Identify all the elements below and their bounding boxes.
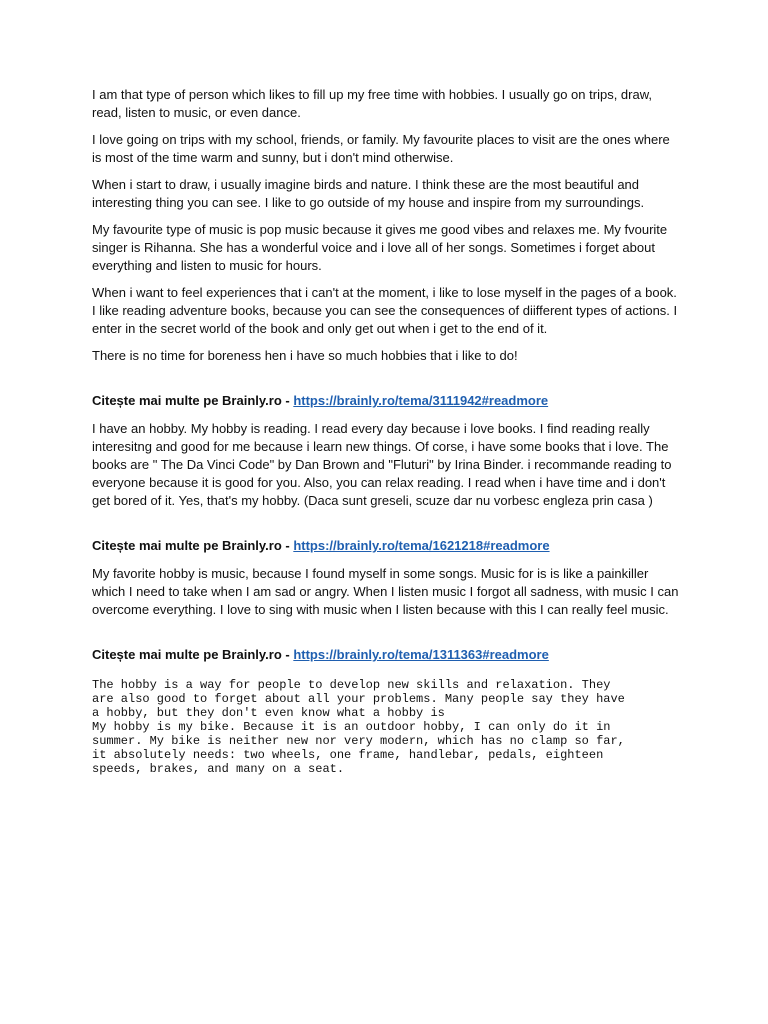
spacer <box>92 374 682 392</box>
mono-line: My hobby is my bike. Because it is an outdoor hobby, I can only do it in <box>92 720 611 734</box>
paragraph-reading-hobby: I have an hobby. My hobby is reading. I read every day because i love books. I find reading really interesitng and good for me because i learn new things. Of corse, i have some books that i love. The books are " The Da Vinci Code" by Dan Brown and "Fluturi" by Irina Binder. i recommande reading to everyone because it is good for you. Also, you can relax reading. I read when i have time and i don't get bored of it. Yes, that's my hobby. (Daca sunt greseli, scuze dar nu vorbesc engleza prin casa ) <box>92 421 672 508</box>
mono-line: summer. My bike is neither new nor very modern, which has no clamp so far, <box>92 734 625 748</box>
document-page <box>92 86 682 776</box>
paragraph-trips: I love going on trips with my school, friends, or family. My favourite places to visit are the ones where is most of the time warm and sunny, but i don't mind otherwise. <box>92 132 670 165</box>
mono-line: it absolutely needs: two wheels, one frame, handlebar, pedals, eighteen <box>92 748 604 762</box>
paragraph-music-hobby: My favorite hobby is music, because I found myself in some songs. Music for is is like a painkiller which I need to take when I am sad or angry. When I listen music I forgot all sadness, with music I can overcome everything. I love to sing with music when I listen because with this I can really feel music. <box>92 566 679 617</box>
spacer <box>92 628 682 646</box>
paragraph-hobbies-intro: I am that type of person which likes to fill up my free time with hobbies. I usually go on trips, draw, read, listen to music, or even dance. <box>92 87 652 120</box>
paragraph-conclusion: There is no time for boreness hen i have so much hobbies that i like to do! <box>92 348 518 363</box>
mono-line: speeds, brakes, and many on a seat. <box>92 762 345 776</box>
brainly-citation-2 <box>92 537 682 555</box>
brainly-link-3[interactable]: https://brainly.ro/tema/1311363#readmore <box>293 647 549 662</box>
citation-prefix: Citește mai multe pe Brainly.ro - <box>92 647 294 662</box>
brainly-citation-3 <box>92 646 682 664</box>
brainly-link-1[interactable]: https://brainly.ro/tema/3111942#readmore <box>293 393 549 408</box>
paragraph-drawing: When i start to draw, i usually imagine birds and nature. I think these are the most beautiful and interesting thing you can see. I like to go outside of my house and inspire from my surroundings. <box>92 177 645 210</box>
mono-line: a hobby, but they don't even know what a hobby is <box>92 706 445 720</box>
citation-prefix: Citește mai multe pe Brainly.ro - <box>92 538 294 553</box>
brainly-link-2[interactable]: https://brainly.ro/tema/1621218#readmore <box>293 538 550 553</box>
paragraph-music: My favourite type of music is pop music because it gives me good vibes and relaxes me. My fvourite singer is Rihanna. She has a wonderful voice and i love all of her songs. Sometimes i forget about everything and listen to music for hours. <box>92 222 668 273</box>
brainly-citation-1 <box>92 392 682 410</box>
mono-line: The hobby is a way for people to develop new skills and relaxation. They <box>92 678 611 692</box>
monospace-bike-paragraph <box>92 678 682 776</box>
mono-line: are also good to forget about all your problems. Many people say they have <box>92 692 625 706</box>
paragraph-reading: When i want to feel experiences that i can't at the moment, i like to lose myself in the pages of a book. I like reading adventure books, because you can see the consequences of diifferent types of actions. I enter in the secret world of the book and only get out when i get to the end of it. <box>92 285 678 336</box>
citation-prefix: Citește mai multe pe Brainly.ro - <box>92 393 294 408</box>
spacer <box>92 519 682 537</box>
